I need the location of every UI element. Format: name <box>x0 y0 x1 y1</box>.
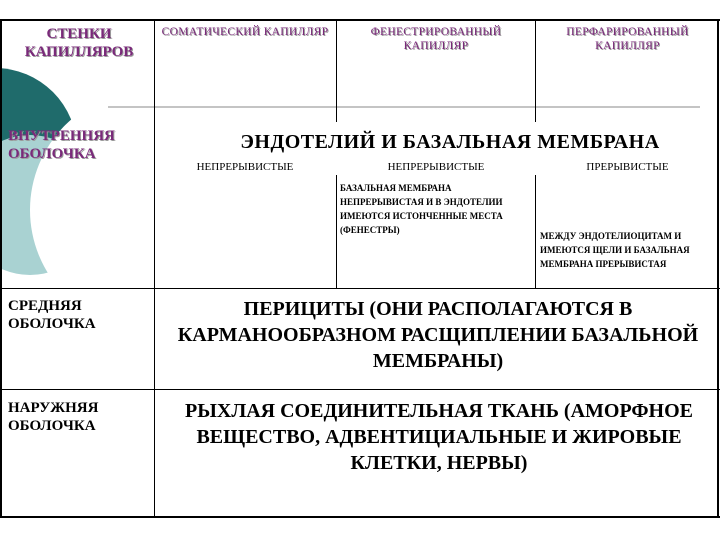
row-divider-outer <box>0 389 720 390</box>
border-right <box>717 19 719 518</box>
white-circle-overlay <box>30 90 270 330</box>
inner-fenestrated-value: НЕПРЕРЫВИСТЫЕ <box>387 161 485 173</box>
perforated-note: МЕЖДУ ЭНДОТЕЛИОЦИТАМ И ИМЕЮТСЯ ЩЕЛИ И БАЗАЛЬНАЯ МЕМБРАНА ПРЕРЫВИСТАЯ <box>540 231 690 269</box>
divider-col-perforated <box>535 19 536 122</box>
walls-header: СТЕНКИ КАПИЛЛЯРОВ <box>24 26 134 60</box>
border-top <box>0 19 720 21</box>
divider-label-column <box>154 19 155 518</box>
column-header-perforated: ПЕРФАРИРОВАННЫЙ КАПИЛЛЯР <box>566 26 689 52</box>
column-header-somatic: СОМАТИЧЕСКИЙ КАПИЛЛЯР <box>161 26 329 38</box>
middle-layer-text: ПЕРИЦИТЫ (ОНИ РАСПОЛАГАЮТСЯ В КАРМАНООБРАЗНОМ РАСЩИПЛЕНИИ БАЗАЛЬНОЙ МЕМБРАНЫ) <box>177 298 699 372</box>
inner-layer-title: ЭНДОТЕЛИЙ И БАЗАЛЬНАЯ МЕМБРАНА <box>240 131 660 153</box>
inner-somatic-value: НЕПРЕРЫВИСТЫЕ <box>196 161 294 173</box>
fenestrated-note: БАЗАЛЬНАЯ МЕМБРАНА НЕПРЕРЫВИСТАЯ И В ЭНДОТЕЛИИ ИМЕЮТСЯ ИСТОНЧЕННЫЕ МЕСТА (ФЕНЕСТРЫ) <box>340 183 503 235</box>
row-header-middle: СРЕДНЯЯ ОБОЛОЧКА <box>8 298 96 332</box>
divider-col-fenestrated <box>336 19 337 122</box>
row-header-inner: ВНУТРЕННЯЯ ОБОЛОЧКА <box>8 128 115 162</box>
border-left <box>0 19 2 518</box>
inner-perforated-value: ПРЕРЫВИСТЫЕ <box>586 161 669 173</box>
row-header-outer: НАРУЖНЯЯ ОБОЛОЧКА <box>8 400 99 434</box>
row-divider-middle <box>0 288 720 289</box>
column-header-fenestrated: ФЕНЕСТРИРОВАННЫЙ КАПИЛЛЯР <box>370 26 502 52</box>
outer-layer-text: РЫХЛАЯ СОЕДИНИТЕЛЬНАЯ ТКАНЬ (АМОРФНОЕ ВЕЩЕСТВО, АДВЕНТИЦИАЛЬНЫЕ И ЖИРОВЫЕ КЛЕТКИ, НЕРВЫ) <box>185 400 693 474</box>
divider-col-perforated-lower <box>535 175 536 288</box>
divider-col-fenestrated-lower <box>336 175 337 288</box>
border-bottom <box>0 516 720 518</box>
